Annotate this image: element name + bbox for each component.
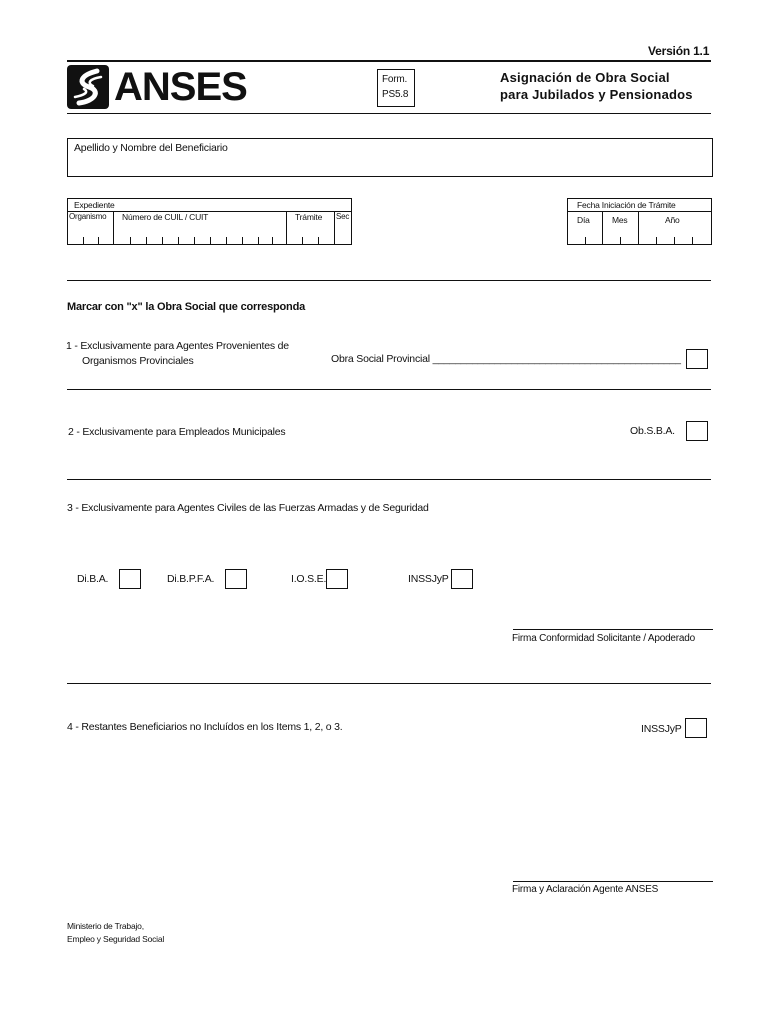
digit-separator-tick bbox=[692, 237, 693, 244]
digit-separator-tick bbox=[162, 237, 163, 244]
footer-ministry-line1: Ministerio de Trabajo, bbox=[67, 921, 144, 931]
section-rule bbox=[67, 389, 711, 390]
digit-separator-tick bbox=[146, 237, 147, 244]
version-label: Versión 1.1 bbox=[648, 44, 710, 58]
fecha-col-anio: Año bbox=[665, 215, 680, 225]
digit-separator-tick bbox=[674, 237, 675, 244]
item4-inssjyp-label: INSSJyP bbox=[641, 723, 682, 735]
beneficiary-name-label: Apellido y Nombre del Beneficiario bbox=[74, 142, 228, 154]
fecha-col-dia: Día bbox=[577, 215, 590, 225]
anses-logo-icon bbox=[67, 65, 109, 109]
fecha-col-mes: Mes bbox=[612, 215, 628, 225]
digit-separator-tick bbox=[585, 237, 586, 244]
expediente-divider bbox=[286, 211, 287, 244]
anses-logo-text: ANSES bbox=[114, 65, 247, 109]
fecha-divider bbox=[638, 211, 639, 244]
fecha-title: Fecha Iniciación de Trámite bbox=[577, 200, 676, 210]
fecha-divider bbox=[602, 211, 603, 244]
item3-label: 3 - Exclusivamente para Agentes Civiles de las Fuerzas Armadas y de Seguridad bbox=[67, 502, 429, 514]
form-title-line1: Asignación de Obra Social bbox=[500, 70, 670, 85]
digit-separator-tick bbox=[83, 237, 84, 244]
expediente-divider bbox=[334, 211, 335, 244]
digit-separator-tick bbox=[194, 237, 195, 244]
digit-separator-tick bbox=[656, 237, 657, 244]
anses-logo bbox=[67, 65, 252, 109]
section-rule bbox=[67, 683, 711, 684]
header-bottom-rule bbox=[67, 113, 711, 114]
item2-obsba-label: Ob.S.B.A. bbox=[630, 425, 675, 437]
form-code-line2: PS5.8 bbox=[382, 89, 409, 100]
expediente-col-organismo: Organismo bbox=[69, 212, 107, 221]
signature2-label: Firma y Aclaración Agente ANSES bbox=[512, 884, 659, 895]
item3-dibpfa-checkbox[interactable] bbox=[225, 569, 247, 589]
form-code-line1: Form. bbox=[382, 74, 408, 85]
item3-iose-label: I.O.S.E. bbox=[291, 573, 327, 585]
signature1-label: Firma Conformidad Solicitante / Apoderado bbox=[512, 633, 696, 644]
signature2-line[interactable] bbox=[513, 881, 713, 882]
header-top-rule bbox=[67, 60, 711, 62]
section-rule bbox=[67, 280, 711, 281]
item3-dibpfa-label: Di.B.P.F.A. bbox=[167, 573, 215, 585]
digit-separator-tick bbox=[242, 237, 243, 244]
item1-label-line1: 1 - Exclusivamente para Agentes Provenientes de bbox=[66, 340, 289, 352]
digit-separator-tick bbox=[178, 237, 179, 244]
expediente-col-numero: Número de CUIL / CUIT bbox=[122, 212, 209, 222]
item3-inssjyp-label: INSSJyP bbox=[408, 573, 449, 585]
item4-label: 4 - Restantes Beneficiarios no Incluídos en los Items 1, 2, o 3. bbox=[67, 721, 343, 733]
item3-iose-checkbox[interactable] bbox=[326, 569, 348, 589]
expediente-box[interactable] bbox=[67, 198, 352, 245]
form-title-line2: para Jubilados y Pensionados bbox=[500, 87, 693, 102]
item4-inssjyp-checkbox[interactable] bbox=[685, 718, 707, 738]
digit-separator-tick bbox=[620, 237, 621, 244]
item2-obsba-checkbox[interactable] bbox=[686, 421, 708, 441]
fecha-inicio-box[interactable] bbox=[567, 198, 712, 245]
digit-separator-tick bbox=[272, 237, 273, 244]
item1-provincial-checkbox[interactable] bbox=[686, 349, 708, 369]
expediente-col-sec: Sec bbox=[336, 212, 350, 221]
instructions-text: Marcar con "x" la Obra Social que corresponda bbox=[67, 301, 306, 313]
digit-separator-tick bbox=[226, 237, 227, 244]
digit-separator-tick bbox=[258, 237, 259, 244]
digit-separator-tick bbox=[130, 237, 131, 244]
item1-provincial-field[interactable]: Obra Social Provincial ____________________________________________ bbox=[331, 353, 681, 365]
item3-diba-label: Di.B.A. bbox=[77, 573, 109, 585]
expediente-col-tramite: Trámite bbox=[295, 212, 323, 222]
item1-label-line2: Organismos Provinciales bbox=[82, 355, 194, 367]
expediente-divider bbox=[113, 211, 114, 244]
section-rule bbox=[67, 479, 711, 480]
beneficiary-name-field[interactable] bbox=[67, 138, 713, 177]
digit-separator-tick bbox=[302, 237, 303, 244]
fecha-header-divider bbox=[568, 211, 711, 212]
footer-ministry-line2: Empleo y Seguridad Social bbox=[67, 934, 165, 944]
digit-separator-tick bbox=[98, 237, 99, 244]
digit-separator-tick bbox=[318, 237, 319, 244]
item3-inssjyp-checkbox[interactable] bbox=[451, 569, 473, 589]
digit-separator-tick bbox=[210, 237, 211, 244]
item3-diba-checkbox[interactable] bbox=[119, 569, 141, 589]
item2-label: 2 - Exclusivamente para Empleados Municipales bbox=[68, 426, 286, 438]
signature1-line[interactable] bbox=[513, 629, 713, 630]
form-code-box bbox=[377, 69, 415, 107]
expediente-title: Expediente bbox=[74, 200, 115, 210]
